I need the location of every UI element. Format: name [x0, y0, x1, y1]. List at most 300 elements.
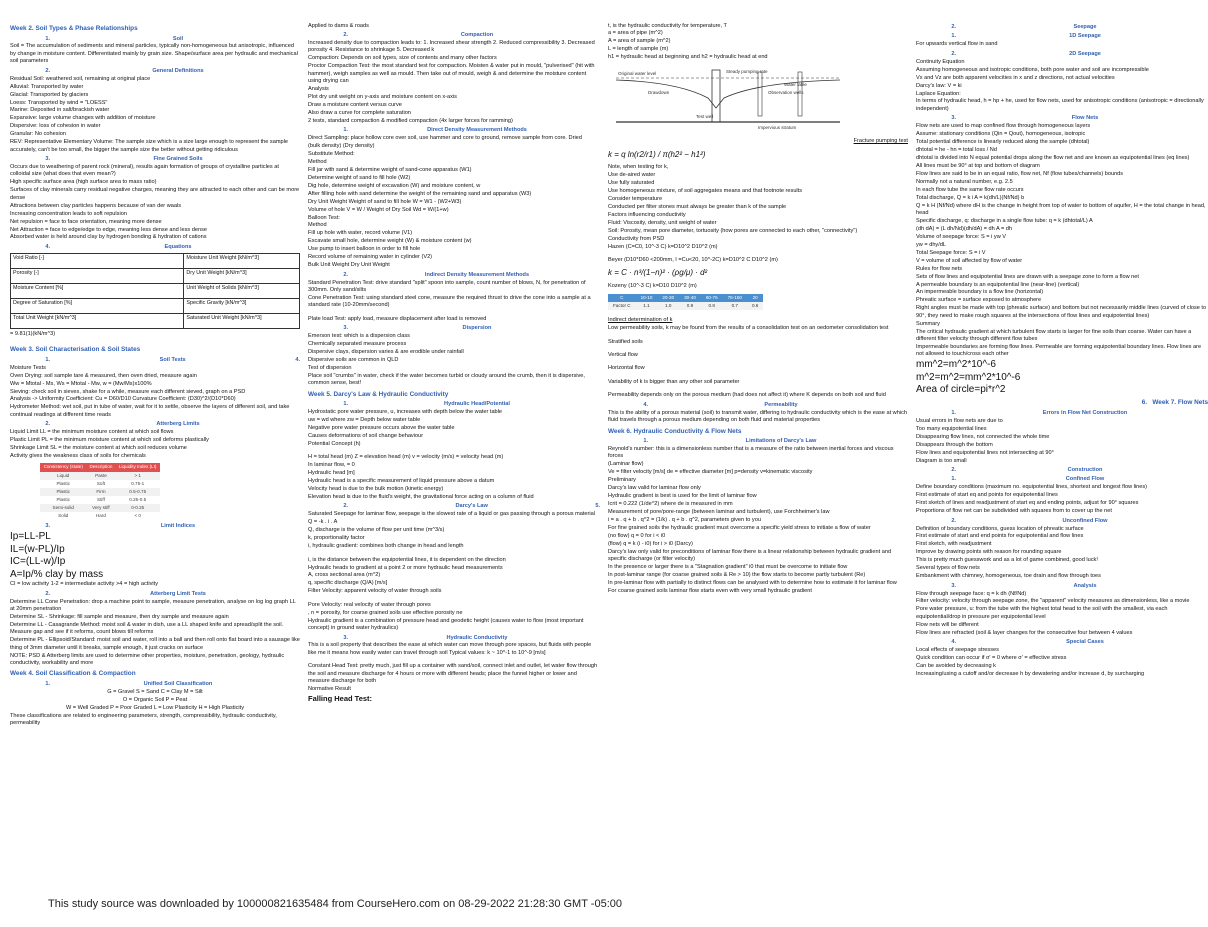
text-line: Test of dispersion: [308, 364, 352, 371]
text-line: Darcy's law valid for laminar flow only: [608, 485, 701, 492]
text-line: k, proportionality factor: [308, 535, 365, 542]
text-line: Use de-aired water: [608, 172, 656, 179]
text-line: Too many equipotential lines: [916, 425, 987, 432]
factor-cell: 20: [747, 294, 763, 302]
text-line: Beyer (D10*D60 <200mm, I =Cu<20, 10^-2C) k=D10^2 C D10^2 (m): [608, 257, 778, 263]
equation-row: [11, 284, 300, 299]
factor-cell: 30-40: [679, 294, 701, 302]
text-line: Fill jar with sand & determine weight of sand-cone apparatus (W1): [308, 166, 472, 173]
section-heading: 1. Unified Soil Classification: [45, 681, 213, 687]
text-line: Hydraulic gradient is best is used for the limit of laminar flow: [608, 493, 757, 500]
falling-head-heading: Falling Head Test:: [308, 694, 373, 704]
variables-list: [608, 23, 908, 62]
text-line: Ip=LL-PL: [10, 531, 51, 543]
text-line: Shrinkage Limit SL = the moisture content at which soil reduces volume: [10, 445, 187, 452]
consistency-cell: > 1: [115, 472, 160, 480]
text-line: Diagram is too small: [916, 457, 967, 464]
section-heading: 2. Indirect Density Measurement Methods: [343, 271, 530, 278]
text-line: [308, 596, 600, 601]
text-line: Expansive: large volume changes with addition of moisture: [10, 115, 156, 122]
text-line: IL=(w-PL)/Ip: [10, 543, 65, 555]
flow-net-errors-list: [916, 418, 1208, 465]
text-line: Total Seepage force: S = i V: [916, 249, 986, 256]
text-line: Stratified soils: [608, 338, 643, 345]
text-line: After filling hole with sand determine the weight of the remaining sand and apparatus (W3): [308, 190, 532, 197]
text-line: Pore water pressure, u: from the tube with the highest total head to the soil with the smallest, via each equipotential/drop in pressure per equipotential level: [916, 606, 1168, 620]
text-line: Determine LL - Casagrande Method: moist soil & water in dish, use a LL shaped knife and spread/split the soil. Measure gap and see if it reforms, count blows till reforms: [10, 621, 284, 636]
text-line: Proctor Compaction Test: the most standard test for compaction. Moisten & water put in mould, "pulverised" (hit with hammer), weigh samples as well as mould. Then take out of mould, weigh & and determine the moisture content using drying can: [308, 63, 595, 85]
text-line: Filter velocity: velocity through seepage zone, the "apparent" velocity measures as dimensionless, like a movie: [916, 598, 1190, 605]
compaction-intro: Applied to dams & roads: [308, 22, 369, 29]
text-line: Assume: stationary conditions (Qin = Qout), homogeneous, isotropic: [916, 131, 1086, 138]
consistency-cell: Consistency (state): [40, 463, 86, 471]
text-line: [308, 658, 600, 663]
text-line: H = total head (m) Z = elevation head (m) v = velocity (m/s) = velocity head (m): [308, 454, 504, 461]
text-line: Determine weight of sand to fill hole (W2): [308, 174, 411, 181]
text-line: Net repulsion = face to face orientation, meaning more dense: [10, 218, 162, 225]
text-line: In each flow tube the same flow rate occurs: [916, 186, 1024, 193]
darcy-limitations-list: [608, 446, 908, 595]
download-watermark: This study source was downloaded by 100000821635484 from CourseHero.com on 08-29-2022 21:28:30 GMT -05:00: [48, 898, 622, 910]
text-line: Standard Penetration Test: drive standard "split" spoon into sample, count number of blows, N, for penetration of 300mm. Only sand/silts: [308, 279, 586, 293]
text-line: Surfaces of clay minerals carry residual negative charges, meaning they are attracted to each other and can be more dense: [10, 187, 300, 201]
text-line: Fluid: Viscosity, density, unit weight of water: [608, 219, 717, 226]
text-line: First estimate of start eq and points for equipotential lines: [916, 492, 1058, 499]
confined-flow-list: [916, 484, 1208, 515]
text-line: Occurs due to weathering of parent rock (mineral), results again formation of groups of crystalline particles at colloidal size (what does that even mean?): [10, 164, 279, 178]
text-line: Reynold's number: this is a dimensionless number that is a measure of the ratio between inertial forces and viscous forces: [608, 446, 894, 460]
text-line: L = length of sample (m): [608, 46, 669, 53]
text-line: Q, discharge is the volume of flow per unit time (m^3/s): [308, 527, 445, 534]
text-line: Consider temperature: [608, 195, 663, 202]
week4-heading: Week 4. Soil Classification & Compaction: [10, 670, 136, 678]
factor-cell: 10-10: [636, 294, 658, 302]
text-line: The critical hydraulic gradient at which turbulent flow starts is larger for fine soils than coarse. Water can have a different filter velocity through different flow tubes: [916, 328, 1192, 343]
eq-note: = 9.81(1)(kN/m^3): [10, 331, 56, 338]
section-heading: 2. General Definitions: [45, 67, 204, 74]
text-line: Compaction: Depends on soil types, size of contents and many other factors: [308, 55, 497, 62]
text-line: Hydraulic head is a specific measurement of liquid pressure above a datum: [308, 478, 495, 485]
equation-cell: Total Unit Weight [kN/m^3]: [11, 314, 184, 329]
consistency-cell: Firm: [86, 488, 115, 496]
section-heading: 4. Permeability: [643, 401, 798, 408]
text-line: (Laminar flow): [608, 461, 644, 468]
text-line: Flow lines and equipotential lines not intersecting at 90°: [916, 449, 1054, 456]
pumping-test-figure: [608, 64, 848, 132]
consistency-table: [40, 463, 160, 520]
factor-cell: C: [608, 294, 636, 302]
section-heading: 3. Dispersion: [343, 325, 492, 332]
text-line: Fill up hole with water, record volume (V1): [308, 230, 413, 237]
consistency-cell: Liquidity Index (LI): [115, 463, 160, 471]
text-line: mm^2=m^2*10^-6: [916, 359, 996, 371]
soil-text: Soil = The accumulation of sediments and mineral particles, typically non-homogeneous but anisotropic, influenced by change in moisture content. Differentiated mainly by grain size. Shape/surface area per hydraulic and mechanical soil parameters: [10, 43, 298, 65]
text-line: A permeable boundary is an equipotential line (near-line) (vertical): [916, 281, 1080, 288]
text-line: Proportions of flow net can be subdivided with squares from to cover up the net: [916, 508, 1112, 515]
text-line: Draw a moisture content versus curve: [308, 101, 402, 108]
text-line: Embankment with chimney, homogeneous, toe drain and flow through toes: [916, 573, 1101, 580]
text-line: Filter Velocity: apparent velocity of water through soils: [308, 588, 442, 595]
text-line: dhtotal is divided into N equal potential drops along the flow net and are known as equipotential lines (eq lines): [916, 155, 1190, 161]
text-line: Place soil "crumbs" in water, check if the water becomes turbid or cloudy around the crumb, then it is dispersive, common sense, best!: [308, 372, 585, 387]
text-line: Hydrometer Method: wet soil, put in tube of water, wait for it to settle, observe the layers of different soil, and take continual readings at different time reads: [10, 404, 290, 418]
text-line: m^2=m^2=mm^2*10^-6: [916, 371, 1021, 383]
consistency-row: [40, 463, 160, 471]
text-line: [608, 373, 908, 378]
week2-heading: Week 2. Soil Types & Phase Relationships: [10, 25, 138, 32]
week7-heading: 6. Week 7. Flow Nets: [1141, 399, 1208, 407]
factor-cell: 0.7: [723, 302, 747, 310]
text-line: Volume of hole V = W / Weight of Dry Soil Wd = W/(1+w): [308, 206, 449, 213]
text-line: For fine grained soils the hydraulic gradient must overcome a specific yield stress to initiate a flow of water: [608, 524, 871, 531]
text-line: Area of circle=pi*r^2: [916, 384, 1006, 396]
factor-row: [608, 302, 763, 310]
week6-heading: Week 6. Hydraulic Conductivity & Flow Nets: [608, 427, 742, 435]
fig-label: Test well: [696, 114, 714, 120]
text-line: Q = k H (Nf/Nd) where dH is the change in height from top of water to bottom of aquifer, H = the total change in head, head: [916, 202, 1206, 217]
consistency-cell: Liquid: [40, 472, 86, 480]
text-line: , n = porosity, for coarse grained soils use effective porosity ne: [308, 609, 463, 616]
text-line: Hydraulic heads to gradient at a point 2 or more hydraulic head measurements: [308, 564, 503, 571]
text-line: Disappearing flow lines, not connected the whole time: [916, 433, 1050, 440]
text-line: Moisture Tests: [10, 364, 46, 371]
text-line: Analysis -> Uniformity Coefficient: Cu = D60/D10 Curvature Coefficient: (D30)^2/(D10*D60): [10, 396, 236, 403]
text-line: High specific surface area (high surface area to mass ratio): [10, 179, 157, 186]
consistency-cell: 0.25-0.5: [129, 496, 147, 502]
text-line: Define boundary conditions (maximum no. equipotential lines, shortest and longest flow lines): [916, 484, 1148, 491]
fig-label: Impervious stratum: [758, 125, 797, 131]
text-line: i, hydraulic gradient: combines both change in head and length: [308, 543, 464, 550]
text-line: Vx and Vz are both apparent velocities in x and z directions, not actual velocities: [916, 74, 1115, 81]
section-heading: 4. Special Cases: [951, 639, 1104, 646]
fine-soils-list: [10, 164, 300, 242]
text-line: Analysis: [308, 86, 329, 92]
pumping-test-label: Fracture pumping test: [853, 138, 908, 145]
text-line: In laminar flow, = 0: [308, 462, 355, 469]
text-line: NOTE: PSD & Atterberg limits are used to determine other properties, moisture, penetration, geology, hydraulic conductivity, workability and more: [10, 652, 285, 667]
section-heading: 2. Atterberg Limits: [45, 421, 200, 428]
text-line: Granular: No cohesion: [10, 131, 66, 138]
text-line: Dig hole, determine weight of excavation (W) and moisture content, w: [308, 182, 481, 189]
text-line: [608, 347, 908, 352]
text-line: Conductivity from PSD: [608, 235, 665, 242]
text-line: Improve by drawing points with reason for rounding square: [916, 549, 1062, 556]
fig-label: Water table: [784, 82, 807, 88]
indirect-methods-list: [308, 280, 600, 324]
column-2: [308, 22, 600, 902]
text-line: Quick condition can occur if σ' = 0 where σ' = effective stress: [916, 655, 1067, 662]
kozeny-note: Kozeny (10^-3 C) k=D10 D10^2 (m): [608, 283, 697, 290]
text-line: Alluvial: Transported by water: [10, 83, 84, 90]
column-4: [916, 22, 1208, 902]
factor-cell: 1.0: [657, 302, 679, 310]
text-line: In post-laminar range (for coarse grained soils & Re > 10) the flow starts to become partly turbulent (Re): [608, 572, 866, 579]
indirect-k-heading: Indirect determination of k: [608, 317, 673, 324]
flow-nets-list: [916, 123, 1208, 359]
usc-line: O = Organic Soil P = Peat: [122, 696, 188, 703]
text-line: Loess: Transported by wind = "LOESS": [10, 99, 108, 106]
factor-cell: 0.9: [679, 302, 701, 310]
text-line: (bulk density) (Dry density): [308, 143, 375, 150]
text-line: Use homogeneous mixture, of soil aggregates means and that footnote results: [608, 188, 803, 194]
section-heading: 1. 1D Seepage: [951, 33, 1101, 40]
column-1: [10, 22, 300, 902]
text-line: Use fully saturated: [608, 180, 655, 187]
equation-row: [11, 314, 300, 329]
text-line: t, is the hydraulic conductivity for temperature, T: [608, 22, 727, 29]
consistency-row: [40, 472, 160, 480]
text-line: Constant Head Test: pretty much, just fill up a container with sand/soil, connect inlet and outlet, let water flow through the soil and measure discharge for 4 hours or more with different heads; place the funnel higher or lower and measure discharge for both: [308, 663, 598, 685]
text-line: Ww = Mtotal - Ms, Ws = Mtotal - Mw, w = (Mw/Ms)x100%: [10, 380, 152, 387]
text-line: Chemically separated measure process: [308, 341, 407, 348]
soil-tests-list: [10, 365, 300, 420]
section-heading: 3. Hydraulic Conductivity: [343, 634, 508, 641]
text-line: Method: [308, 222, 327, 229]
text-line: Sets of flow lines and equipotential lines are drawn with a seepage zone to form a flow net: [916, 273, 1139, 280]
usc-line: These classifications are related to engineering parameters, strength, compressibility, hydraulic conductivity, permeability: [10, 712, 277, 727]
hydraulic-head-list: [308, 409, 600, 501]
atterberg-list: [10, 429, 300, 460]
compaction-list: [308, 40, 600, 125]
text-line: Right angles must be made with top (phreatic surface) and bottom but not necessarily middle lines (curved of close to 90°, they need to make rough squares at the intersections of flow lines and equipotential lines): [916, 305, 1207, 319]
text-line: Record volume of remaining water in cylinder (V2): [308, 254, 433, 261]
columns: [10, 22, 1208, 902]
text-line: Q = -k . i . A: [308, 519, 338, 526]
text-line: Activity gives the weakness class of soils for chemicals: [10, 453, 146, 460]
text-line: uw = wd where zw = Depth below water table: [308, 417, 421, 424]
text-line: All lines must be 90° at top and bottom of diagram: [916, 162, 1040, 169]
text-line: Potential Concept (h): [308, 440, 361, 447]
consistency-row: [40, 480, 160, 488]
text-line: i = a . q + b . q^2 = (1/k) . q + b . q^2, parameters given to you: [608, 516, 761, 523]
equation-cell: Void Ratio [-]: [11, 254, 184, 269]
text-line: First estimate of start and end points for equipotential and flow lines: [916, 533, 1084, 540]
text-line: Measurement of pore/pore-range (between laminar and turbulent), use Forchheimer's law: [608, 509, 830, 516]
text-line: Hazen (C=C0, 10^-3 C) k=D10^2 D10^2 (m): [608, 243, 718, 250]
equation-cell: Dry Unit Weight [kN/m^3]: [184, 269, 300, 284]
text-line: Attractions between clay particles happens because of van der waals: [10, 202, 182, 209]
text-line: Total discharge, Q = k i A = k(dh/L)(Nf/Nd) b: [916, 194, 1025, 201]
text-line: Impermeable boundaries are forming flow lines. Permeable are forming equipotential boundary lines. Flow lines are not allowed to touch/cross each other: [916, 344, 1202, 358]
text-line: Can be avoided by decreasing k: [916, 662, 996, 669]
text-line: Horizontal flow: [608, 365, 645, 372]
consistency-cell: Paste: [86, 472, 115, 480]
text-line: Excavate small hole, determine weight (W) & moisture content (w): [308, 238, 472, 245]
section-heading: 3. Limit Indices: [45, 523, 196, 530]
fig-label: Drawdown: [648, 90, 670, 96]
text-line: Cone Penetration Test: using standard steel cone, measure the required thrust to drive the cone into a sample at a standard rate (10-20mm/second): [308, 294, 591, 309]
text-line: Plot dry unit weight on y-axis and moisture content on x-axis: [308, 93, 457, 100]
fig-label: Observation wells: [768, 90, 804, 96]
consistency-row: [40, 496, 160, 504]
text-line: 2 tests, standard compaction & modified compaction (4x larger forces for ramming): [308, 117, 513, 124]
text-line: Pore Velocity: real velocity of water through pores: [308, 601, 431, 608]
text-line: [608, 333, 908, 338]
consistency-cell: 0.5-0.75: [115, 488, 160, 496]
text-line: Direct Sampling: place hollow core over soil, use hammer and core to ground, remove sample from core. Dried: [308, 135, 582, 142]
equation-cell: Degree of Saturation [%]: [11, 299, 184, 314]
direct-methods-list: [308, 135, 600, 269]
section-heading: 3. Fine Grained Soils: [45, 156, 203, 163]
text-line: First sketch of lines and readjustment of start eq and ending points, adjust for 90° squares: [916, 500, 1139, 507]
text-line: Continuity Equation: [916, 58, 965, 65]
text-line: Definition of boundary conditions, guess location of phreatic surface: [916, 525, 1084, 532]
activity-note: CI = low activity 1-2 = intermediate activity >4 = high activity: [10, 581, 158, 588]
text-line: IC=(LL-w)/Ip: [10, 556, 66, 568]
text-line: dhtotal = he - hn = total loss / Nd: [916, 147, 997, 154]
text-line: Flow lines are said to be in an equal ratio, flow net, Nf (flow tubes/channels) bounds: [916, 170, 1124, 177]
text-line: [308, 310, 600, 315]
text-line: Causes deformations of soil change behaviour: [308, 432, 424, 439]
text-line: Normative Result: [308, 686, 351, 693]
factor-c-table: [608, 294, 763, 310]
text-line: Net Attraction = face to edge/edge to edge, meaning less dense and less dense: [10, 226, 208, 233]
factor-cell: Factor C: [608, 302, 636, 310]
section-heading: 2. Unconfined Flow: [951, 517, 1108, 524]
text-line: A=Ip/% clay by mass: [10, 568, 104, 580]
text-line: Absorbed water is held around clay by hydrogen bonding & hydration of cations: [10, 234, 207, 241]
consistency-cell: 0.75-1: [131, 480, 145, 486]
equation-row: [11, 299, 300, 314]
section-heading: 2. Compaction: [343, 31, 494, 38]
consistency-row: [40, 504, 160, 512]
usc-line: W = Well Graded P = Poor Graded L = Low Plasticity H = High Plasticity: [65, 704, 245, 711]
text-line: In pre-laminar flow with partially to distinct flows can be analysed with to determine how to estimate it for laminar flow: [608, 579, 897, 586]
text-line: V = volume of soil affected by flow of water: [916, 257, 1023, 264]
consistency-cell: Very stiff: [86, 504, 115, 512]
text-line: Total potential difference is linearly reduced along the sample (dhtotal): [916, 139, 1090, 146]
text-line: [608, 360, 908, 365]
consistency-cell: Hard: [95, 513, 106, 519]
factor-cell: 75-150: [723, 294, 747, 302]
consistency-cell: Plastic: [56, 480, 70, 486]
consistency-cell: Semi-solid: [40, 504, 86, 512]
factor-cell: 1.1: [636, 302, 658, 310]
equation-cell: Porosity [-]: [11, 269, 184, 284]
text-line: Elevation head is due to the fluid's weight, the gravitational force acting on a column of fluid: [308, 494, 534, 501]
fig-label: Original water level: [618, 71, 657, 77]
text-line: Variability of k is bigger than any other soil parameter: [608, 378, 740, 385]
text-line: Plate load Test: apply load, measure displacement after load is removed: [308, 315, 487, 322]
equation-cell: Saturated Unit Weight [kN/m^3]: [184, 314, 300, 329]
unconfined-flow-list: [916, 526, 1208, 581]
special-cases-list: [916, 647, 1208, 678]
section-heading: 1. Errors in Flow Net Construction: [951, 409, 1128, 416]
text-line: [308, 551, 600, 556]
text-line: Plastic Limit PL = the minimum moisture content at which soil deforms plastically: [10, 437, 209, 444]
text-line: Flow nets will be different: [916, 621, 979, 628]
equation-cell: Moisture Unit Weight [kN/m^3]: [184, 254, 300, 269]
text-line: Specific discharge, q: discharge in a single flow tube: q = k (dhtotal/L) A: [916, 218, 1093, 224]
equation-row: [11, 254, 300, 269]
column-3: [608, 22, 908, 902]
equations-table: [10, 253, 300, 329]
section-heading: 4. Equations: [45, 243, 192, 250]
factor-cell: 0.8: [701, 302, 723, 310]
usc-line: G = Gravel S = Sand C = Clay M = Silt: [107, 688, 203, 695]
week5-heading: Week 5. Darcy's Law & Hydraulic Conductivity: [308, 390, 449, 398]
indirect-k-list: [608, 325, 908, 400]
text-line: Dispersive clays, dispersion varies & are erodible under rainfall: [308, 349, 464, 355]
text-line: Emerson test: which is a dispersion class: [308, 333, 410, 340]
text-line: Volume of seepage force: S = i yw V: [916, 233, 1007, 240]
section-heading: 1. Soil Tests 4.: [45, 356, 300, 363]
text-line: Low permeability soils, k may be found from the results of a consolidation test on an oedometer consolidation test: [608, 325, 889, 332]
limit-tests-list: [10, 599, 300, 668]
text-line: REV: Representative Elementary Volume: The sample size which is a size large enough to represent the sample accurately, can't be too small, the bigger the sample size the better without getting ridiculous: [10, 139, 288, 153]
section-heading: 2. Atterberg Limit Tests: [45, 590, 206, 597]
text-line: Velocity head is due to the bulk motion (kinetic energy): [308, 486, 444, 493]
consistency-row: [40, 488, 160, 496]
text-line: Substitute Method:: [308, 151, 355, 157]
text-line: Conducted per filter stones must always be greater than k of the sample: [608, 203, 787, 210]
text-line: Preliminary: [608, 477, 636, 484]
text-line: Ve = filter velocity [m/s] de = effective diameter [m] p=density v=kinematic viscosity: [608, 469, 813, 476]
text-line: Disappears through the bottom: [916, 441, 993, 448]
dispersion-list: [308, 333, 600, 388]
consistency-cell: Soft: [96, 480, 106, 486]
text-line: Permeability depends only on the porous medium (had does not affect it) where K depends on both soil and fluid: [608, 392, 886, 399]
section-heading: 1. Direct Density Measurement Methods: [343, 127, 527, 134]
text-line: This is a soil property that describes the ease at which water can move through pore spaces, but fluids with people like me it means how easily water can travel through soil Typical values: k ~ 10^-1 to 10^-9 [m/s]: [308, 642, 592, 656]
text-line: Flow nets are used to map confined flow through homogeneous layers: [916, 123, 1091, 130]
text-line: Several types of flow nets: [916, 565, 980, 572]
text-line: Increasing/using a cutoff and/or decrease h by dewatering and/or increase d, by surcharging: [916, 670, 1145, 677]
permeability-text: This is the ability of a porous material (soil) to transmit water, differing to hydraulic conductivity which is the ease at which fluid travels through a porous medium depending on both fluid and material properties: [608, 409, 907, 424]
text-line: Balloon Test:: [308, 214, 340, 221]
seepage-1d-text: For upwards vertical flow in sand: [916, 41, 998, 48]
equation-cell: Specific Gravity [kN/m^3]: [184, 299, 300, 314]
darcy-law-list: [308, 511, 600, 632]
seepage-2d-list: [916, 59, 1208, 114]
text-line: Marine: Deposited in salt/brackish water: [10, 107, 110, 114]
text-line: Darcy's law only valid for preconditions of laminar flow there is a linear relationship between hydraulic gradient and specific discharge (or filter velocity): [608, 548, 892, 563]
text-line: Usual errors in flow nets are due to: [916, 417, 1003, 424]
section-heading: 1. Confined Flow: [951, 476, 1105, 483]
text-line: Local effects of seepage stresses: [916, 647, 999, 654]
equation-cell: Moisture Content [%]: [11, 284, 184, 299]
text-line: [308, 449, 600, 454]
factor-cell: 60-75: [701, 294, 723, 302]
unit-conversions: [916, 359, 1208, 396]
text-line: (no flow) q = 0 for i < i0: [608, 532, 666, 539]
text-line: Note, when testing for k,: [608, 164, 669, 171]
text-line: For coarse grained soils laminar flow starts even with very small hydraulic gradient: [608, 587, 812, 594]
text-line: A, cross sectional area (m^2): [308, 572, 381, 579]
equation-row: [11, 269, 300, 284]
week3-heading: Week 3. Soil Characterisation & Soil States: [10, 346, 141, 354]
consistency-cell: Stiff: [97, 496, 105, 502]
text-line: Dispersive soils are common in QLD: [308, 356, 399, 363]
text-line: Also draw a curve for complete saturation: [308, 109, 411, 116]
factor-cell: 0.6: [747, 302, 763, 310]
consistency-cell: Solid: [58, 513, 69, 519]
text-line: Oven Drying: soil sample tare & measured, then oven dried, measure again: [10, 372, 197, 379]
text-line: Sieving: check soil in sieves, shake for a while, measure each different sieved, graph on a PSD: [10, 388, 246, 395]
text-line: Saturated Seepage for laminar flow, seepage is the slowest rate of a liquid or gas passing through a porous material: [308, 511, 596, 518]
text-line: Flow through seepage face: q = k dh (Nf/Nd): [916, 590, 1027, 597]
text-line: Assuming homogeneous and isotropic conditions, both pore water and soil are incompressible: [916, 66, 1149, 73]
text-line: (dh dA) = (L dh/Nd)(dh/dA) = dh A = dh: [916, 225, 1013, 232]
testing-notes-list: [608, 164, 908, 264]
consistency-cell: < 0: [134, 513, 141, 519]
consistency-cell: Description: [86, 463, 115, 471]
text-line: Glacial: Transported by glaciers: [10, 91, 89, 98]
text-line: Vertical flow: [608, 352, 638, 359]
section-heading: 3. Flow Nets: [951, 115, 1099, 122]
definitions-list: [10, 76, 300, 154]
text-line: Summary: [916, 320, 940, 327]
